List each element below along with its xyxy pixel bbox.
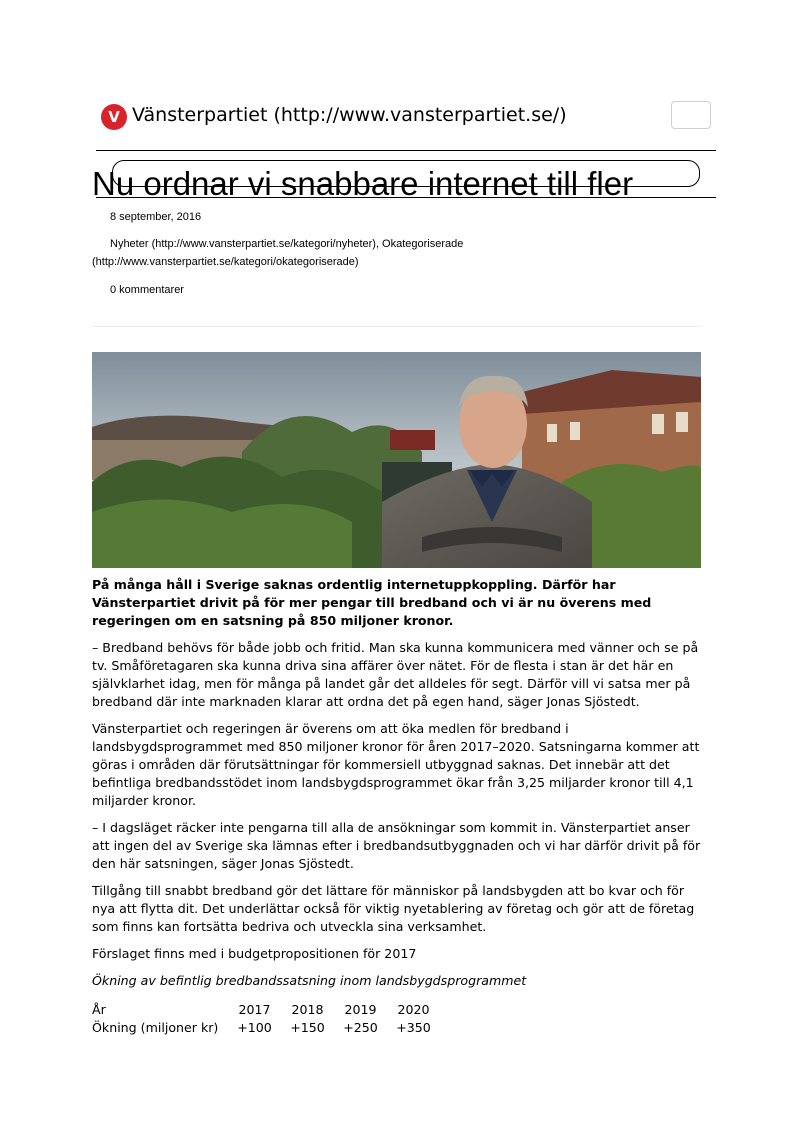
meta-divider (92, 326, 702, 327)
table-value-cell: +150 (290, 1020, 325, 1035)
table-value-cell: +100 (237, 1020, 272, 1035)
article-paragraph: – Bredband behövs för både jobb och fritid. Man ska kunna kommunicera med vänner och se på tv. Småföretagaren ska kunna driva sina affärer över nätet. För de flesta i stan är det här en självklarhet idag, men för många på landet går det alldeles för segt. Därför vill vi satsa mer på bredband där inte marknaden klarar att ordna det på egen hand, säger Jonas Sjöstedt. (92, 640, 699, 709)
article-lead: På många håll i Sverige saknas ordentlig internetuppkoppling. Därför har Vänsterpartiet drivit på för mer pengar till bredband och vi är nu överens med regeringen om en satsning på 850 miljoner kronor. (92, 577, 652, 628)
table-year-cell: 2019 (344, 1002, 377, 1017)
category-links-line1[interactable]: Nyheter (http://www.vansterpartiet.se/kategori/nyheter), Okategoriserade (110, 238, 464, 250)
party-logo-icon[interactable] (101, 104, 127, 130)
table-caption: Ökning av befintlig bredbandssatsning inom landsbygdsprogrammet (92, 973, 527, 988)
menu-toggle-button[interactable] (671, 101, 711, 129)
comments-link[interactable]: 0 kommentarer (110, 284, 184, 296)
article-paragraph: Förslaget finns med i budgetpropositionen för 2017 (92, 946, 417, 961)
site-header (100, 100, 712, 130)
category-links-line2[interactable]: (http://www.vansterpartiet.se/kategori/okategoriserade) (92, 256, 359, 268)
article-date: 8 september, 2016 (110, 211, 202, 223)
table-year-cell: 2020 (397, 1002, 430, 1017)
table-year-cell: 2017 (238, 1002, 271, 1017)
article-body (92, 576, 704, 1037)
article-title: Nu ordnar vi snabbare internet till fler (92, 165, 634, 202)
article-categories-continued (92, 256, 359, 268)
header-top-rule (96, 150, 716, 151)
article-paragraph: Vänsterpartiet och regeringen är överens om att öka medlen för bredband i landsbygdsprogrammet med 850 miljoner kronor för åren 2017–2020. Satsningarna kommer att göras i områden där förutsättningar för kommersiell utbyggnad saknas. Det innebär att det befintliga bredbandsstödet inom landsbygdsprogrammet ökar från 3,25 miljarder kronor till 4,1 miljarder kronor. (92, 721, 700, 808)
article-hero-image (92, 352, 701, 568)
table-row-label: Ökning (miljoner kr) (92, 1020, 219, 1035)
comment-count (110, 284, 184, 296)
article-categories (110, 238, 463, 250)
table-value-cell: +350 (396, 1020, 431, 1035)
table-value-cell: +250 (343, 1020, 378, 1035)
site-home-link[interactable]: Vänsterpartiet (http://www.vansterpartiet.se/) (132, 104, 567, 126)
table-year-cell: 2018 (291, 1002, 324, 1017)
table-row (92, 1019, 440, 1037)
table-header-label: År (92, 1002, 106, 1017)
funding-table (92, 1001, 440, 1037)
article-paragraph: Tillgång till snabbt bredband gör det lättare för människor på landsbygden att bo kvar och för nya att flytta dit. Det underlättar också för viktig nyetablering av företag och gör att de företag som finns kan fortsätta bedriva och utveckla sina verksamhet. (92, 883, 695, 934)
logo-letter: V (108, 108, 120, 126)
table-header-row (92, 1001, 440, 1019)
article-paragraph: – I dagsläget räcker inte pengarna till alla de ansökningar som kommit in. Vänsterpartiet anser att ingen del av Sverige ska lämnas efter i bredbandsutbyggnaden och vi har därför drivit på för den här satsningen, säger Jonas Sjöstedt. (92, 820, 701, 871)
